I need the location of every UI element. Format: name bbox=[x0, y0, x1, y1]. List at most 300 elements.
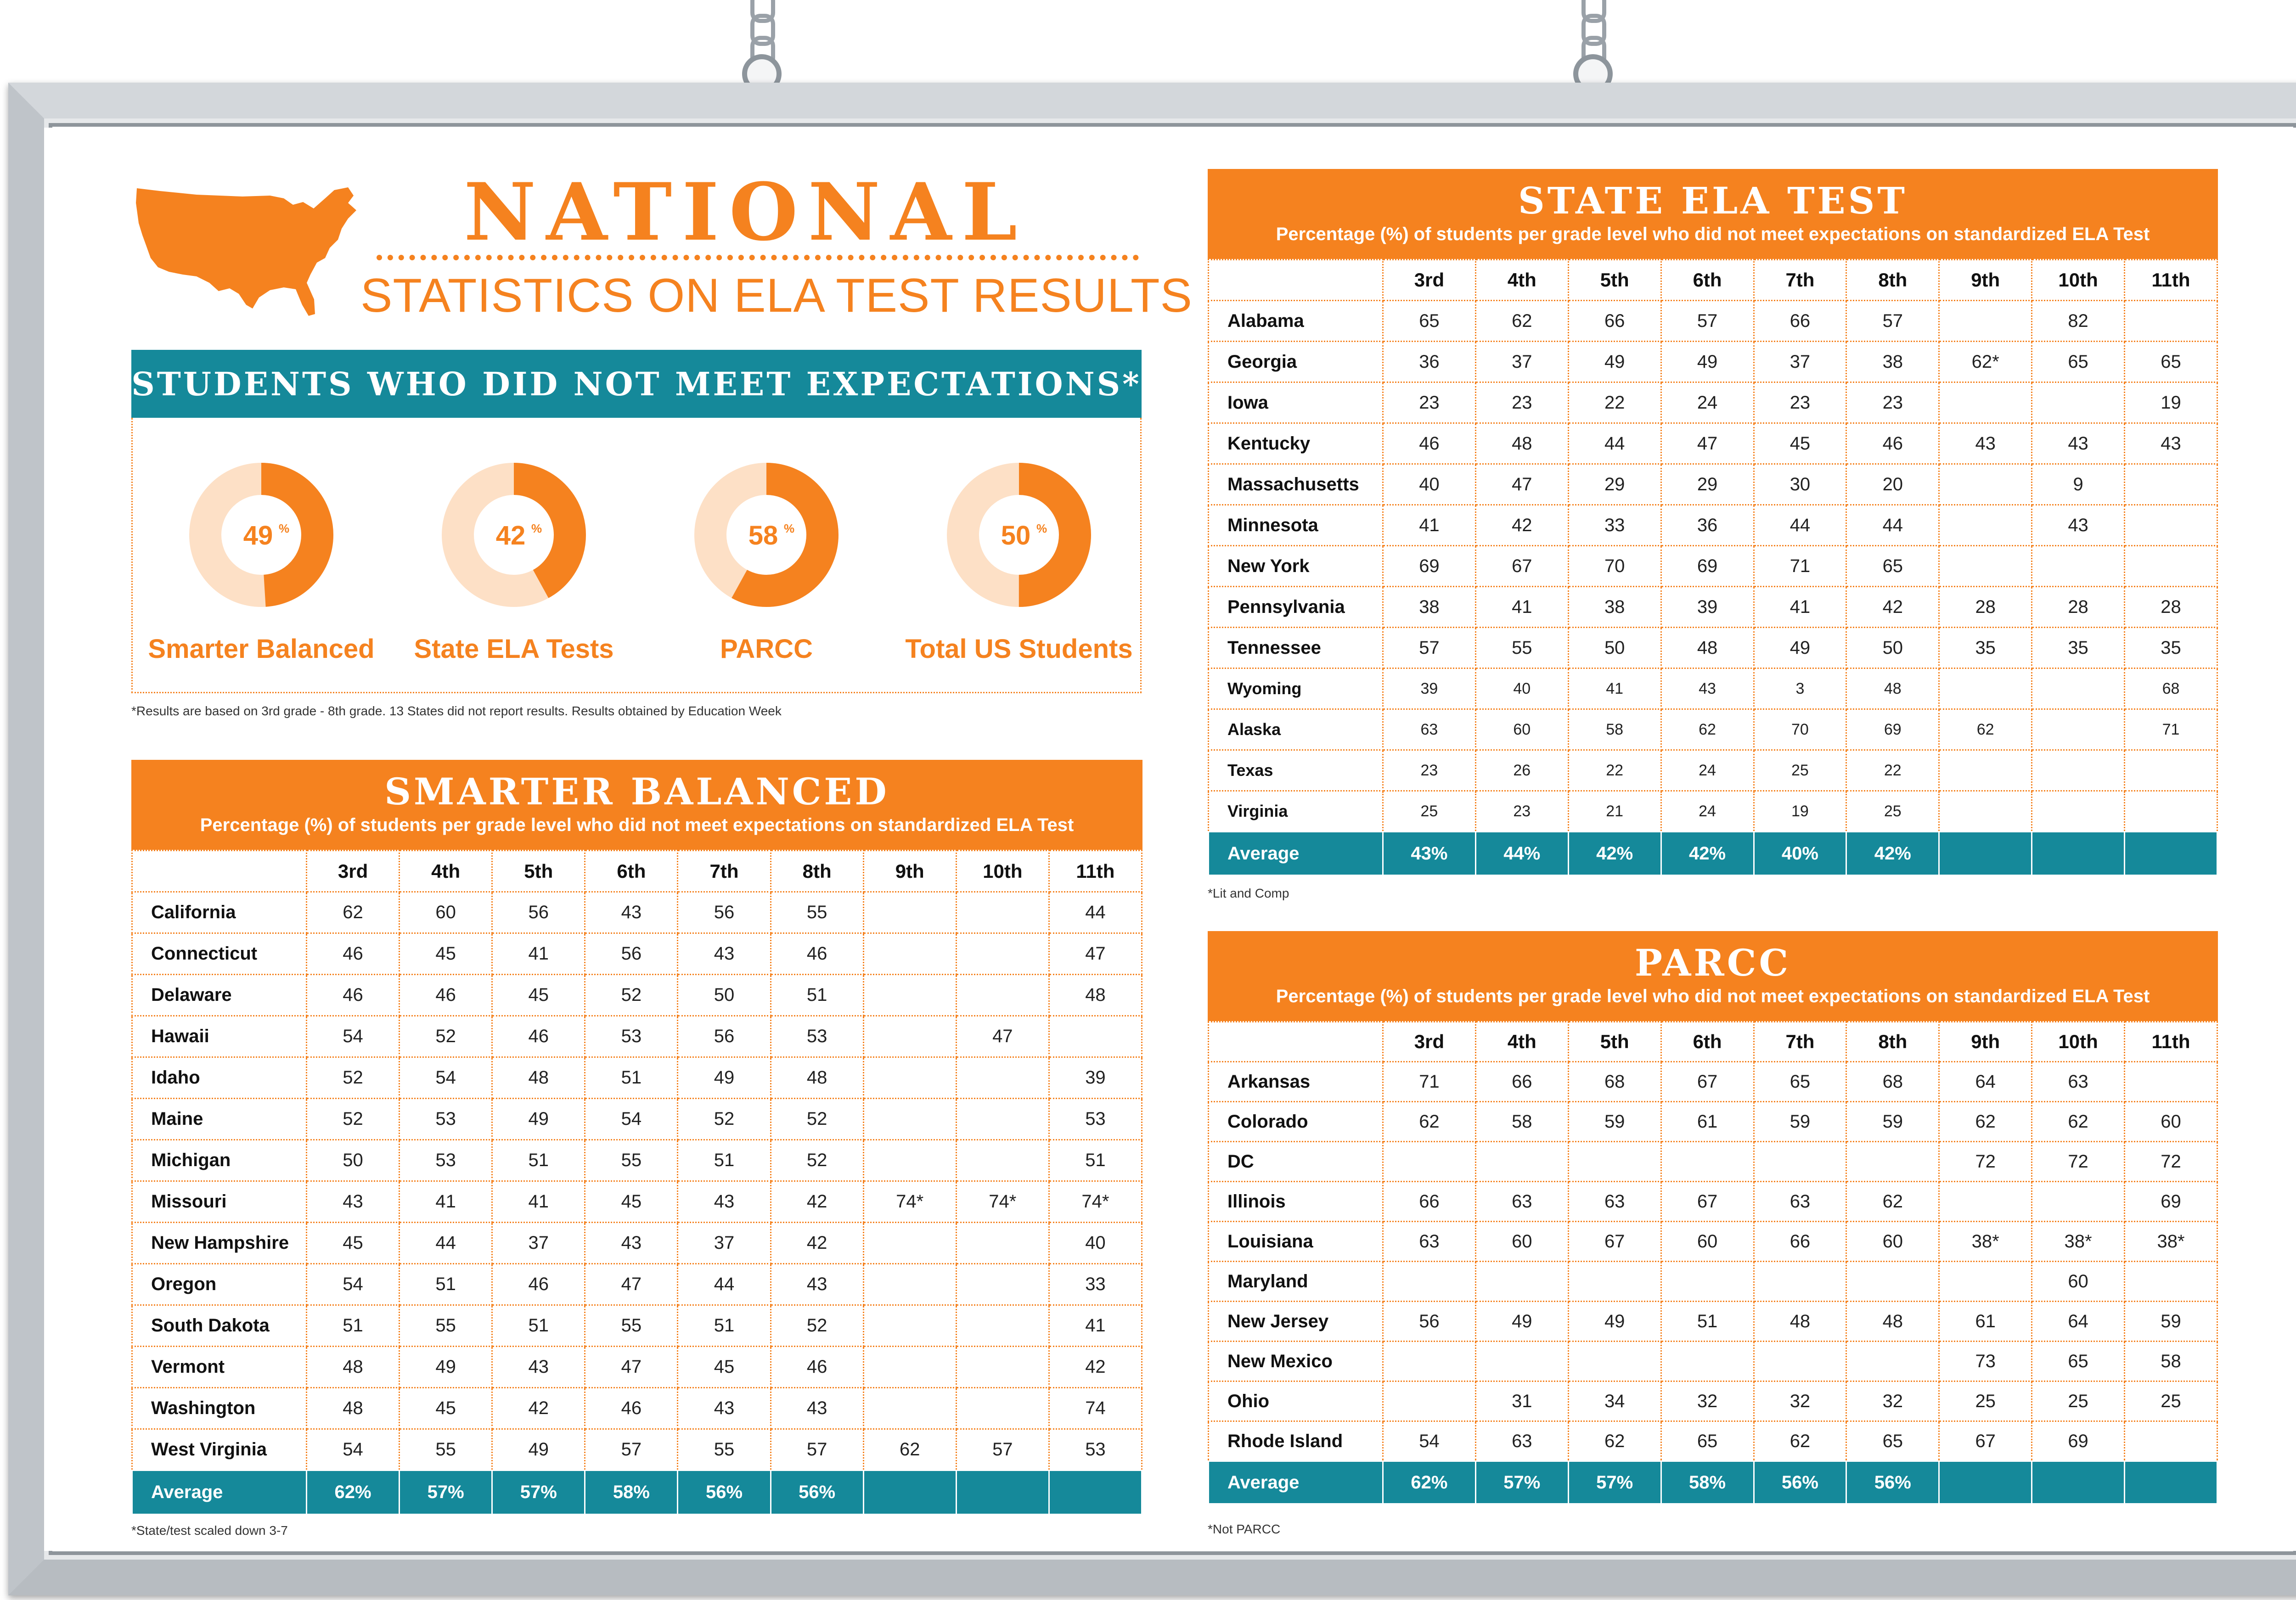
value-cell: 69 bbox=[1846, 709, 1939, 750]
value-cell: 22 bbox=[1568, 750, 1661, 791]
value-cell: 67 bbox=[1475, 546, 1568, 587]
expectations-footnote: *Results are based on 3rd grade - 8th grade. 13 States did not report results. Results obtained by Education Week bbox=[131, 704, 782, 718]
value-cell: 42 bbox=[1475, 505, 1568, 546]
value-cell: 52 bbox=[585, 975, 678, 1016]
value-cell: 38* bbox=[2125, 1222, 2217, 1262]
state-name: Arkansas bbox=[1209, 1062, 1383, 1102]
value-cell: 51 bbox=[678, 1305, 771, 1347]
value-cell: 72 bbox=[2032, 1142, 2125, 1182]
donut-label: PARCC bbox=[720, 634, 813, 664]
average-value: 56% bbox=[1846, 1461, 1939, 1504]
donut-label: Smarter Balanced bbox=[148, 634, 375, 664]
value-cell: 33 bbox=[1049, 1264, 1142, 1305]
value-cell: 46 bbox=[1846, 423, 1939, 464]
value-cell: 24 bbox=[1661, 382, 1754, 423]
grade-header: 9th bbox=[1939, 1022, 2032, 1062]
value-cell: 52 bbox=[307, 1057, 400, 1099]
grade-header: 11th bbox=[2125, 260, 2217, 301]
table-row bbox=[132, 1264, 1142, 1305]
state-name: Pennsylvania bbox=[1209, 587, 1383, 628]
value-cell: 63 bbox=[1475, 1421, 1568, 1461]
value-cell: 43 bbox=[771, 1388, 863, 1429]
value-cell: 38 bbox=[1383, 587, 1476, 628]
value-cell: 74 bbox=[1049, 1388, 1142, 1429]
state-name: Maryland bbox=[1209, 1262, 1383, 1302]
value-cell: 45 bbox=[400, 933, 492, 975]
value-cell: 73 bbox=[1939, 1342, 2032, 1381]
value-cell: 54 bbox=[400, 1057, 492, 1099]
smarter-balanced-footnote: *State/test scaled down 3-7 bbox=[131, 1523, 288, 1538]
value-cell: 41 bbox=[1475, 587, 1568, 628]
value-cell: 50 bbox=[678, 975, 771, 1016]
value-cell: 43 bbox=[771, 1264, 863, 1305]
value-cell: 50 bbox=[307, 1140, 400, 1181]
value-cell: 52 bbox=[307, 1099, 400, 1140]
value-cell: 41 bbox=[1754, 587, 1846, 628]
value-cell: 48 bbox=[1049, 975, 1142, 1016]
donut-value: 50 bbox=[1001, 521, 1031, 550]
grade-header: 10th bbox=[2032, 1022, 2125, 1062]
value-cell bbox=[2125, 546, 2217, 587]
value-cell bbox=[1049, 1016, 1142, 1057]
value-cell bbox=[956, 1057, 1049, 1099]
value-cell: 70 bbox=[1568, 546, 1661, 587]
value-cell: 23 bbox=[1475, 791, 1568, 832]
value-cell: 54 bbox=[307, 1264, 400, 1305]
value-cell bbox=[2032, 750, 2125, 791]
value-cell: 66 bbox=[1754, 1222, 1846, 1262]
value-cell: 48 bbox=[1754, 1302, 1846, 1342]
state-name: New Jersey bbox=[1209, 1302, 1383, 1342]
value-cell: 38 bbox=[1846, 342, 1939, 382]
table-row bbox=[1209, 791, 2217, 832]
grade-header: 6th bbox=[1661, 1022, 1754, 1062]
page-title: NATIONAL bbox=[464, 165, 1028, 258]
value-cell bbox=[956, 1223, 1049, 1264]
value-cell: 44 bbox=[1568, 423, 1661, 464]
value-cell: 37 bbox=[492, 1223, 585, 1264]
grade-header: 5th bbox=[1568, 260, 1661, 301]
value-cell: 3 bbox=[1754, 668, 1846, 709]
value-cell: 68 bbox=[2125, 668, 2217, 709]
value-cell bbox=[863, 1099, 956, 1140]
value-cell: 37 bbox=[1475, 342, 1568, 382]
value-cell: 48 bbox=[1846, 668, 1939, 709]
state-name: Massachusetts bbox=[1209, 464, 1383, 505]
value-cell: 39 bbox=[1383, 668, 1476, 709]
value-cell: 41 bbox=[1049, 1305, 1142, 1347]
table-row bbox=[132, 1429, 1142, 1471]
value-cell: 58 bbox=[2125, 1342, 2217, 1381]
value-cell: 49 bbox=[400, 1347, 492, 1388]
value-cell bbox=[1939, 382, 2032, 423]
value-cell: 23 bbox=[1475, 382, 1568, 423]
value-cell: 49 bbox=[1568, 1302, 1661, 1342]
value-cell: 43 bbox=[585, 892, 678, 933]
value-cell: 31 bbox=[1475, 1381, 1568, 1421]
table-row bbox=[1209, 301, 2217, 342]
grade-header: 7th bbox=[678, 851, 771, 892]
value-cell: 51 bbox=[1661, 1302, 1754, 1342]
table-row bbox=[132, 1099, 1142, 1140]
value-cell: 42 bbox=[771, 1181, 863, 1223]
value-cell bbox=[956, 1264, 1049, 1305]
value-cell: 35 bbox=[1939, 628, 2032, 668]
value-cell: 39 bbox=[1049, 1057, 1142, 1099]
value-cell: 69 bbox=[2032, 1421, 2125, 1461]
value-cell: 65 bbox=[1661, 1421, 1754, 1461]
table-row bbox=[1209, 464, 2217, 505]
grade-header: 11th bbox=[1049, 851, 1142, 892]
table-title: STATE ELA TEST bbox=[1518, 179, 1908, 222]
value-cell: 19 bbox=[1754, 791, 1846, 832]
value-cell: 71 bbox=[1754, 546, 1846, 587]
value-cell: 60 bbox=[400, 892, 492, 933]
value-cell: 46 bbox=[585, 1388, 678, 1429]
state-name: Illinois bbox=[1209, 1182, 1383, 1222]
value-cell: 41 bbox=[1383, 505, 1476, 546]
table-row bbox=[1209, 1182, 2217, 1222]
value-cell bbox=[956, 933, 1049, 975]
value-cell: 45 bbox=[585, 1181, 678, 1223]
value-cell: 49 bbox=[1475, 1302, 1568, 1342]
table-row bbox=[1209, 1262, 2217, 1302]
value-cell: 42 bbox=[1049, 1347, 1142, 1388]
average-value: 56% bbox=[1754, 1461, 1846, 1504]
value-cell: 24 bbox=[1661, 750, 1754, 791]
value-cell: 59 bbox=[1568, 1102, 1661, 1142]
state-name: South Dakota bbox=[132, 1305, 307, 1347]
value-cell: 47 bbox=[1661, 423, 1754, 464]
value-cell: 52 bbox=[771, 1140, 863, 1181]
value-cell: 19 bbox=[2125, 382, 2217, 423]
value-cell: 48 bbox=[1661, 628, 1754, 668]
average-value: 57% bbox=[400, 1471, 492, 1515]
average-row bbox=[1209, 1461, 2217, 1504]
value-cell: 51 bbox=[492, 1140, 585, 1181]
value-cell: 25 bbox=[2125, 1381, 2217, 1421]
grade-header: 8th bbox=[771, 851, 863, 892]
average-value bbox=[1049, 1471, 1142, 1515]
value-cell: 62 bbox=[2032, 1102, 2125, 1142]
value-cell bbox=[2032, 791, 2125, 832]
value-cell: 56 bbox=[492, 892, 585, 933]
table-row bbox=[132, 1305, 1142, 1347]
data-table bbox=[131, 850, 1142, 1515]
parcc-header bbox=[1208, 931, 2218, 1021]
value-cell bbox=[1568, 1342, 1661, 1381]
value-cell: 43 bbox=[678, 933, 771, 975]
state-name: Rhode Island bbox=[1209, 1421, 1383, 1461]
value-cell bbox=[1661, 1342, 1754, 1381]
value-cell: 58 bbox=[1568, 709, 1661, 750]
state-name: Colorado bbox=[1209, 1102, 1383, 1142]
table-row bbox=[1209, 1102, 2217, 1142]
average-value: 57% bbox=[1475, 1461, 1568, 1504]
average-value bbox=[1939, 1461, 2032, 1504]
state-name: Texas bbox=[1209, 750, 1383, 791]
us-map-icon bbox=[132, 185, 362, 318]
value-cell bbox=[863, 1264, 956, 1305]
value-cell bbox=[863, 1057, 956, 1099]
value-cell: 37 bbox=[678, 1223, 771, 1264]
value-cell: 48 bbox=[1846, 1302, 1939, 1342]
value-cell: 28 bbox=[2032, 587, 2125, 628]
state-name: Delaware bbox=[132, 975, 307, 1016]
value-cell bbox=[1568, 1142, 1661, 1182]
value-cell: 29 bbox=[1568, 464, 1661, 505]
value-cell: 44 bbox=[678, 1264, 771, 1305]
value-cell: 49 bbox=[1754, 628, 1846, 668]
value-cell: 52 bbox=[771, 1305, 863, 1347]
value-cell bbox=[1846, 1262, 1939, 1302]
value-cell: 61 bbox=[1661, 1102, 1754, 1142]
value-cell bbox=[863, 975, 956, 1016]
state-name: Iowa bbox=[1209, 382, 1383, 423]
state-name: New York bbox=[1209, 546, 1383, 587]
value-cell: 71 bbox=[2125, 709, 2217, 750]
table-row bbox=[1209, 750, 2217, 791]
value-cell: 65 bbox=[1846, 546, 1939, 587]
value-cell: 38* bbox=[2032, 1222, 2125, 1262]
value-cell: 40 bbox=[1049, 1223, 1142, 1264]
value-cell: 51 bbox=[585, 1057, 678, 1099]
value-cell bbox=[1939, 1182, 2032, 1222]
value-cell: 29 bbox=[1661, 464, 1754, 505]
value-cell bbox=[863, 1140, 956, 1181]
value-cell: 41 bbox=[492, 933, 585, 975]
value-cell bbox=[863, 1223, 956, 1264]
value-cell: 25 bbox=[1754, 750, 1846, 791]
value-cell bbox=[1568, 1262, 1661, 1302]
value-cell: 70 bbox=[1754, 709, 1846, 750]
value-cell: 23 bbox=[1383, 382, 1476, 423]
value-cell: 54 bbox=[307, 1429, 400, 1471]
value-cell: 62 bbox=[1475, 301, 1568, 342]
value-cell bbox=[2125, 464, 2217, 505]
state-name: Alabama bbox=[1209, 301, 1383, 342]
value-cell: 60 bbox=[1661, 1222, 1754, 1262]
value-cell: 21 bbox=[1568, 791, 1661, 832]
table-row bbox=[132, 892, 1142, 933]
value-cell: 44 bbox=[400, 1223, 492, 1264]
value-cell: 45 bbox=[307, 1223, 400, 1264]
value-cell bbox=[1754, 1262, 1846, 1302]
table-row bbox=[1209, 382, 2217, 423]
value-cell bbox=[1383, 1262, 1476, 1302]
value-cell: 32 bbox=[1754, 1381, 1846, 1421]
value-cell: 35 bbox=[2125, 628, 2217, 668]
value-cell: 56 bbox=[678, 1016, 771, 1057]
grade-header: 5th bbox=[492, 851, 585, 892]
average-value: 40% bbox=[1754, 832, 1846, 876]
state-name: California bbox=[132, 892, 307, 933]
state-name: New Mexico bbox=[1209, 1342, 1383, 1381]
average-value bbox=[2032, 1461, 2125, 1504]
grade-header: 5th bbox=[1568, 1022, 1661, 1062]
value-cell: 51 bbox=[492, 1305, 585, 1347]
value-cell: 43 bbox=[2032, 505, 2125, 546]
value-cell: 74* bbox=[1049, 1181, 1142, 1223]
expectations-header bbox=[131, 350, 1142, 418]
hanging-chain-left bbox=[744, 0, 776, 87]
value-cell: 45 bbox=[492, 975, 585, 1016]
value-cell: 42 bbox=[1846, 587, 1939, 628]
percent-sign: % bbox=[784, 522, 795, 535]
value-cell: 30 bbox=[1754, 464, 1846, 505]
average-value: 42% bbox=[1661, 832, 1754, 876]
table-row bbox=[1209, 1062, 2217, 1102]
value-cell: 43 bbox=[1661, 668, 1754, 709]
donut-state-ela bbox=[385, 459, 642, 664]
state-name: New Hampshire bbox=[132, 1223, 307, 1264]
table-header-row bbox=[1209, 1022, 2217, 1062]
value-cell: 62 bbox=[1383, 1102, 1476, 1142]
percent-sign: % bbox=[279, 522, 290, 535]
header-cell-blank bbox=[1209, 260, 1383, 301]
table-title: SMARTER BALANCED bbox=[384, 770, 889, 813]
value-cell bbox=[1475, 1342, 1568, 1381]
value-cell: 32 bbox=[1661, 1381, 1754, 1421]
donut-value: 49 bbox=[243, 521, 273, 550]
value-cell bbox=[2125, 1062, 2217, 1102]
state-name: Oregon bbox=[132, 1264, 307, 1305]
value-cell: 41 bbox=[400, 1181, 492, 1223]
value-cell: 53 bbox=[1049, 1099, 1142, 1140]
table-row bbox=[1209, 1222, 2217, 1262]
grade-header: 9th bbox=[863, 851, 956, 892]
value-cell bbox=[2125, 750, 2217, 791]
value-cell bbox=[1939, 301, 2032, 342]
value-cell: 35 bbox=[2032, 628, 2125, 668]
value-cell: 62 bbox=[1754, 1421, 1846, 1461]
value-cell: 54 bbox=[585, 1099, 678, 1140]
average-label: Average bbox=[1209, 1461, 1383, 1504]
value-cell: 46 bbox=[492, 1264, 585, 1305]
grade-header: 4th bbox=[1475, 260, 1568, 301]
value-cell: 48 bbox=[1475, 423, 1568, 464]
value-cell bbox=[2125, 1421, 2217, 1461]
value-cell: 52 bbox=[400, 1016, 492, 1057]
grade-header: 7th bbox=[1754, 260, 1846, 301]
table-row bbox=[1209, 423, 2217, 464]
data-table bbox=[1208, 1021, 2218, 1505]
value-cell bbox=[1475, 1262, 1568, 1302]
value-cell: 49 bbox=[1661, 342, 1754, 382]
average-value: 62% bbox=[1383, 1461, 1476, 1504]
value-cell: 60 bbox=[1475, 1222, 1568, 1262]
donut-label: Total US Students bbox=[905, 634, 1133, 664]
value-cell: 25 bbox=[1383, 791, 1476, 832]
value-cell: 44 bbox=[1049, 892, 1142, 933]
table-title: PARCC bbox=[1634, 941, 1791, 984]
value-cell bbox=[2125, 1262, 2217, 1302]
value-cell: 65 bbox=[2125, 342, 2217, 382]
value-cell bbox=[2032, 709, 2125, 750]
value-cell: 51 bbox=[678, 1140, 771, 1181]
value-cell bbox=[1846, 1342, 1939, 1381]
state-name: Georgia bbox=[1209, 342, 1383, 382]
grade-header: 3rd bbox=[1383, 1022, 1476, 1062]
value-cell: 62 bbox=[1661, 709, 1754, 750]
table-row bbox=[1209, 668, 2217, 709]
value-cell bbox=[1939, 750, 2032, 791]
average-value bbox=[863, 1471, 956, 1515]
grade-header: 10th bbox=[2032, 260, 2125, 301]
value-cell bbox=[956, 975, 1049, 1016]
donut-value: 42 bbox=[495, 521, 526, 550]
value-cell: 47 bbox=[585, 1347, 678, 1388]
value-cell bbox=[1383, 1142, 1476, 1182]
value-cell bbox=[2032, 382, 2125, 423]
value-cell: 60 bbox=[1846, 1222, 1939, 1262]
smarter-balanced-table bbox=[131, 760, 1142, 1515]
state-name: Ohio bbox=[1209, 1381, 1383, 1421]
value-cell: 25 bbox=[2032, 1381, 2125, 1421]
average-row bbox=[132, 1471, 1142, 1515]
value-cell: 66 bbox=[1754, 301, 1846, 342]
value-cell: 48 bbox=[492, 1057, 585, 1099]
value-cell: 34 bbox=[1568, 1381, 1661, 1421]
value-cell bbox=[1939, 1262, 2032, 1302]
table-row bbox=[132, 1347, 1142, 1388]
value-cell: 50 bbox=[1568, 628, 1661, 668]
value-cell: 43 bbox=[585, 1223, 678, 1264]
table-row bbox=[132, 933, 1142, 975]
value-cell: 56 bbox=[1383, 1302, 1476, 1342]
value-cell: 43 bbox=[2125, 423, 2217, 464]
donut-parcc bbox=[638, 459, 895, 664]
average-label: Average bbox=[132, 1471, 307, 1515]
average-value: 57% bbox=[1568, 1461, 1661, 1504]
state-name: Washington bbox=[132, 1388, 307, 1429]
value-cell bbox=[1383, 1381, 1476, 1421]
value-cell: 22 bbox=[1568, 382, 1661, 423]
table-row bbox=[1209, 505, 2217, 546]
value-cell: 57 bbox=[1846, 301, 1939, 342]
value-cell: 57 bbox=[956, 1429, 1049, 1471]
grade-header: 4th bbox=[400, 851, 492, 892]
state-name: Tennessee bbox=[1209, 628, 1383, 668]
grade-header: 4th bbox=[1475, 1022, 1568, 1062]
value-cell: 53 bbox=[400, 1140, 492, 1181]
value-cell: 63 bbox=[1475, 1182, 1568, 1222]
value-cell: 53 bbox=[585, 1016, 678, 1057]
value-cell bbox=[956, 1140, 1049, 1181]
value-cell: 46 bbox=[492, 1016, 585, 1057]
value-cell: 45 bbox=[1754, 423, 1846, 464]
value-cell: 62* bbox=[1939, 342, 2032, 382]
value-cell: 62 bbox=[863, 1429, 956, 1471]
average-value bbox=[2032, 832, 2125, 876]
value-cell: 46 bbox=[400, 975, 492, 1016]
average-label: Average bbox=[1209, 832, 1383, 876]
table-header-row bbox=[132, 851, 1142, 892]
value-cell: 51 bbox=[400, 1264, 492, 1305]
average-value: 56% bbox=[678, 1471, 771, 1515]
value-cell bbox=[2032, 546, 2125, 587]
value-cell: 22 bbox=[1846, 750, 1939, 791]
state-name: DC bbox=[1209, 1142, 1383, 1182]
value-cell bbox=[2125, 301, 2217, 342]
table-subtitle: Percentage (%) of students per grade level who did not meet expectations on standardized ELA Test bbox=[200, 815, 1074, 835]
value-cell bbox=[863, 1016, 956, 1057]
parcc-table bbox=[1208, 931, 2218, 1505]
value-cell: 51 bbox=[307, 1305, 400, 1347]
value-cell: 49 bbox=[492, 1099, 585, 1140]
value-cell bbox=[863, 1305, 956, 1347]
value-cell: 28 bbox=[1939, 587, 2032, 628]
